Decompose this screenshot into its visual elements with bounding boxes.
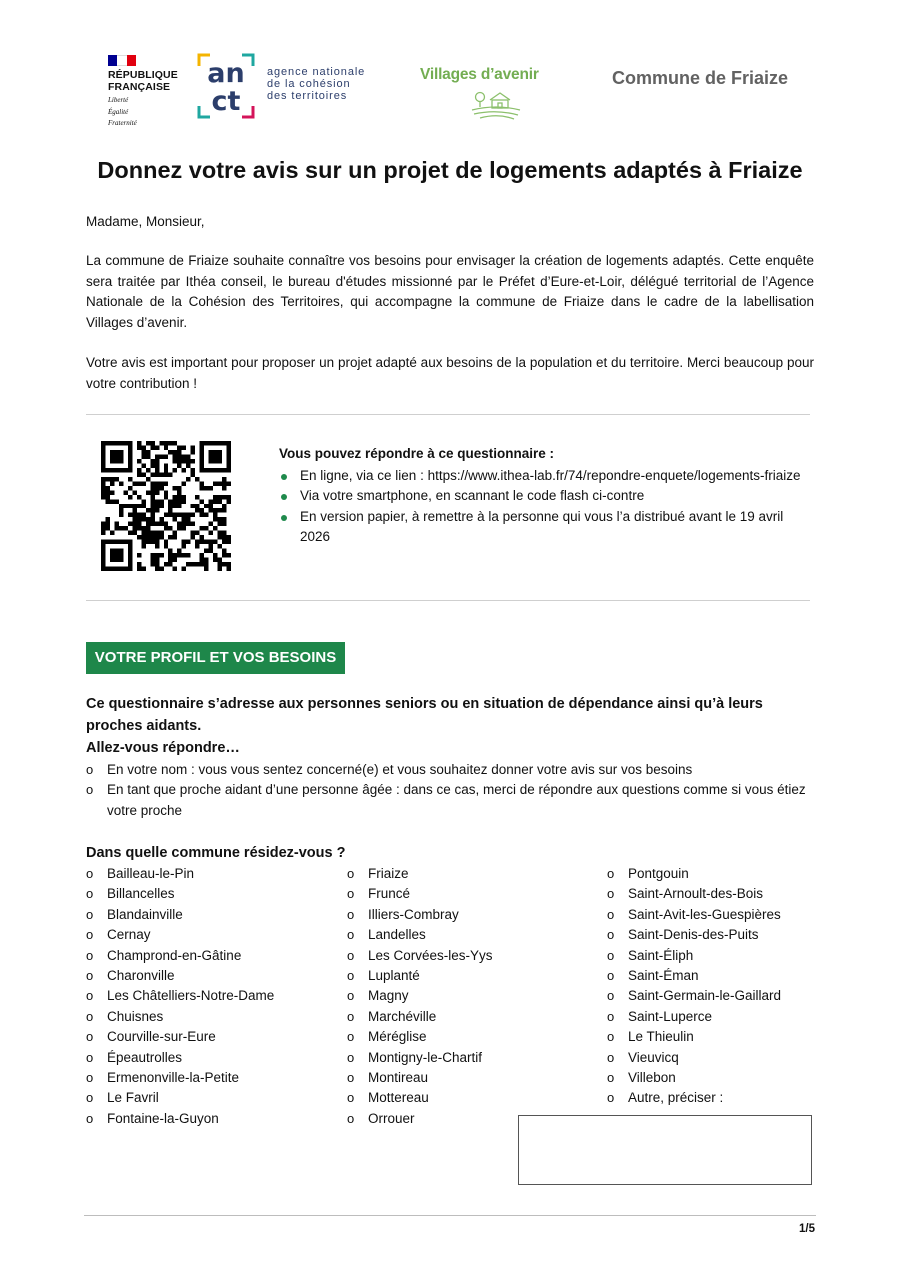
qr-code-icon[interactable] bbox=[101, 441, 231, 571]
motto-egalite: Égalité bbox=[108, 107, 129, 116]
commune-option[interactable]: o Épeautrolles bbox=[86, 1048, 336, 1068]
anct-name bbox=[267, 66, 365, 102]
anct-line-2: de la cohésion bbox=[267, 78, 351, 90]
villages-title: Villages d’avenir bbox=[420, 66, 539, 83]
flag-red-band bbox=[127, 55, 136, 66]
commune-option[interactable]: o Saint-Arnoult-des-Bois bbox=[607, 884, 857, 904]
svg-text:ct: ct bbox=[211, 86, 241, 117]
commune-option[interactable]: o Billancelles bbox=[86, 884, 336, 904]
commune-option[interactable]: o Montigny-le-Chartif bbox=[347, 1048, 597, 1068]
republique-francaise-logo bbox=[108, 55, 188, 128]
anct-line-3: des territoires bbox=[267, 90, 348, 102]
commune-option[interactable]: o Fontaine-la-Guyon bbox=[86, 1109, 336, 1129]
commune-option[interactable]: o Méréglise bbox=[347, 1027, 597, 1047]
respond-option-paper: En version papier, à remettre à la personne qui vous l’a distribué avant le 19 avril 2026 bbox=[279, 507, 809, 548]
commune-option[interactable]: o Mottereau bbox=[347, 1088, 597, 1108]
svg-text:an: an bbox=[207, 58, 245, 89]
page-number: 1/5 bbox=[799, 1223, 815, 1235]
commune-option[interactable]: o Le Thieulin bbox=[607, 1027, 857, 1047]
commune-option[interactable]: o Charonville bbox=[86, 966, 336, 986]
flag-blue-band bbox=[108, 55, 117, 66]
commune-option[interactable]: o Blandainville bbox=[86, 905, 336, 925]
village-landscape-icon bbox=[470, 88, 522, 120]
motto-fraternite: Fraternité bbox=[108, 119, 137, 127]
commune-option[interactable]: o Saint-Germain-le-Gaillard bbox=[607, 986, 857, 1006]
commune-option[interactable]: o Courville-sur-Eure bbox=[86, 1027, 336, 1047]
salutation: Madame, Monsieur, bbox=[86, 214, 205, 229]
commune-option[interactable]: o Saint-Denis-des-Puits bbox=[607, 925, 857, 945]
commune-option[interactable]: o Friaize bbox=[347, 864, 597, 884]
commune-name: Commune de Friaize bbox=[612, 68, 789, 88]
commune-option[interactable]: o Illiers-Combray bbox=[347, 905, 597, 925]
commune-option[interactable]: o Marchéville bbox=[347, 1007, 597, 1027]
commune-option[interactable]: o Fruncé bbox=[347, 884, 597, 904]
anct-logo bbox=[196, 52, 256, 120]
audience-statement: Ce questionnaire s’adresse aux personnes seniors ou en situation de dépendance ainsi qu’à leurs proches aidants. bbox=[86, 696, 763, 734]
commune-option[interactable]: o Autre, préciser : bbox=[607, 1088, 857, 1108]
commune-option[interactable]: o Les Châtelliers-Notre-Dame bbox=[86, 986, 336, 1006]
commune-option[interactable]: o Pontgouin bbox=[607, 864, 857, 884]
commune-options-col2 bbox=[347, 864, 597, 1129]
commune-option[interactable]: o Cernay bbox=[86, 925, 336, 945]
villages-davenir-logo bbox=[420, 66, 580, 120]
footer-divider bbox=[84, 1215, 816, 1216]
commune-option[interactable]: o Saint-Éman bbox=[607, 966, 857, 986]
commune-option[interactable]: o Saint-Éliph bbox=[607, 946, 857, 966]
divider-bottom bbox=[86, 600, 810, 601]
commune-option[interactable]: o Champrond-en-Gâtine bbox=[86, 946, 336, 966]
answer-as-options bbox=[86, 760, 816, 821]
commune-option[interactable]: o Orrouer bbox=[347, 1109, 597, 1129]
commune-option[interactable]: o Landelles bbox=[347, 925, 597, 945]
commune-option[interactable]: o Saint-Luperce bbox=[607, 1007, 857, 1027]
commune-option[interactable]: o Vieuvicq bbox=[607, 1048, 857, 1068]
commune-question: Dans quelle commune résidez-vous ? bbox=[86, 845, 346, 861]
respond-option-online[interactable]: En ligne, via ce lien : https://www.ithea-lab.fr/74/repondre-enquete/logements-friaize bbox=[279, 466, 809, 487]
republique-line: RÉPUBLIQUE bbox=[108, 69, 178, 81]
section-banner: VOTRE PROFIL ET VOS BESOINS bbox=[86, 642, 345, 674]
commune-option[interactable]: o Luplanté bbox=[347, 966, 597, 986]
divider-top bbox=[86, 414, 810, 415]
answer-option-self[interactable]: o En votre nom : vous vous sentez concerné(e) et vous souhaitez donner votre avis sur vos besoins bbox=[86, 760, 816, 780]
answer-as-question: Allez-vous répondre… bbox=[86, 740, 240, 756]
other-commune-field[interactable] bbox=[518, 1115, 812, 1185]
anct-logo-block bbox=[196, 52, 386, 122]
francaise-line: FRANÇAISE bbox=[108, 81, 171, 93]
respond-title: Vous pouvez répondre à ce questionnaire : bbox=[279, 446, 555, 461]
commune-options-col3 bbox=[607, 864, 857, 1109]
answer-option-caregiver[interactable]: o En tant que proche aidant d’une personne âgée : dans ce cas, merci de répondre aux questions comme si vous étiez votre proche bbox=[86, 780, 816, 821]
flag-white-band bbox=[117, 55, 126, 66]
intro-paragraph: La commune de Friaize souhaite connaître vos besoins pour envisager la création de logements adaptés. Cette enquête sera traitée par Ithéa conseil, le bureau d'études missionné par le Préfet d’Eure-et-Loir, délégué territorial de l’Agence Nationale de la Cohésion des Territoires, qui accompagne la commune de Friaize dans le cadre de la labellisation Villages d’avenir. bbox=[86, 253, 814, 330]
page-title: Donnez votre avis sur un projet de logements adaptés à Friaize bbox=[97, 157, 803, 183]
commune-option[interactable]: o Chuisnes bbox=[86, 1007, 336, 1027]
respond-option-smartphone: Via votre smartphone, en scannant le code flash ci-contre bbox=[279, 486, 809, 507]
respond-instructions bbox=[279, 444, 809, 548]
french-flag-icon bbox=[108, 55, 136, 66]
commune-option[interactable]: o Le Favril bbox=[86, 1088, 336, 1108]
commune-options-col1 bbox=[86, 864, 336, 1129]
anct-line-1: agence nationale bbox=[267, 66, 366, 78]
respond-options-list bbox=[279, 466, 809, 548]
commune-option[interactable]: o Les Corvées-les-Yys bbox=[347, 946, 597, 966]
page-header bbox=[0, 0, 900, 130]
commune-option[interactable]: o Villebon bbox=[607, 1068, 857, 1088]
commune-option[interactable]: o Montireau bbox=[347, 1068, 597, 1088]
commune-option[interactable]: o Magny bbox=[347, 986, 597, 1006]
commune-option[interactable]: o Ermenonville-la-Petite bbox=[86, 1068, 336, 1088]
motto-liberte: Liberté bbox=[108, 96, 129, 104]
importance-paragraph: Votre avis est important pour proposer un projet adapté aux besoins de la population et du territoire. Merci beaucoup pour votre contribution ! bbox=[86, 355, 814, 391]
commune-option[interactable]: o Saint-Avit-les-Guespières bbox=[607, 905, 857, 925]
commune-option[interactable]: o Bailleau-le-Pin bbox=[86, 864, 336, 884]
